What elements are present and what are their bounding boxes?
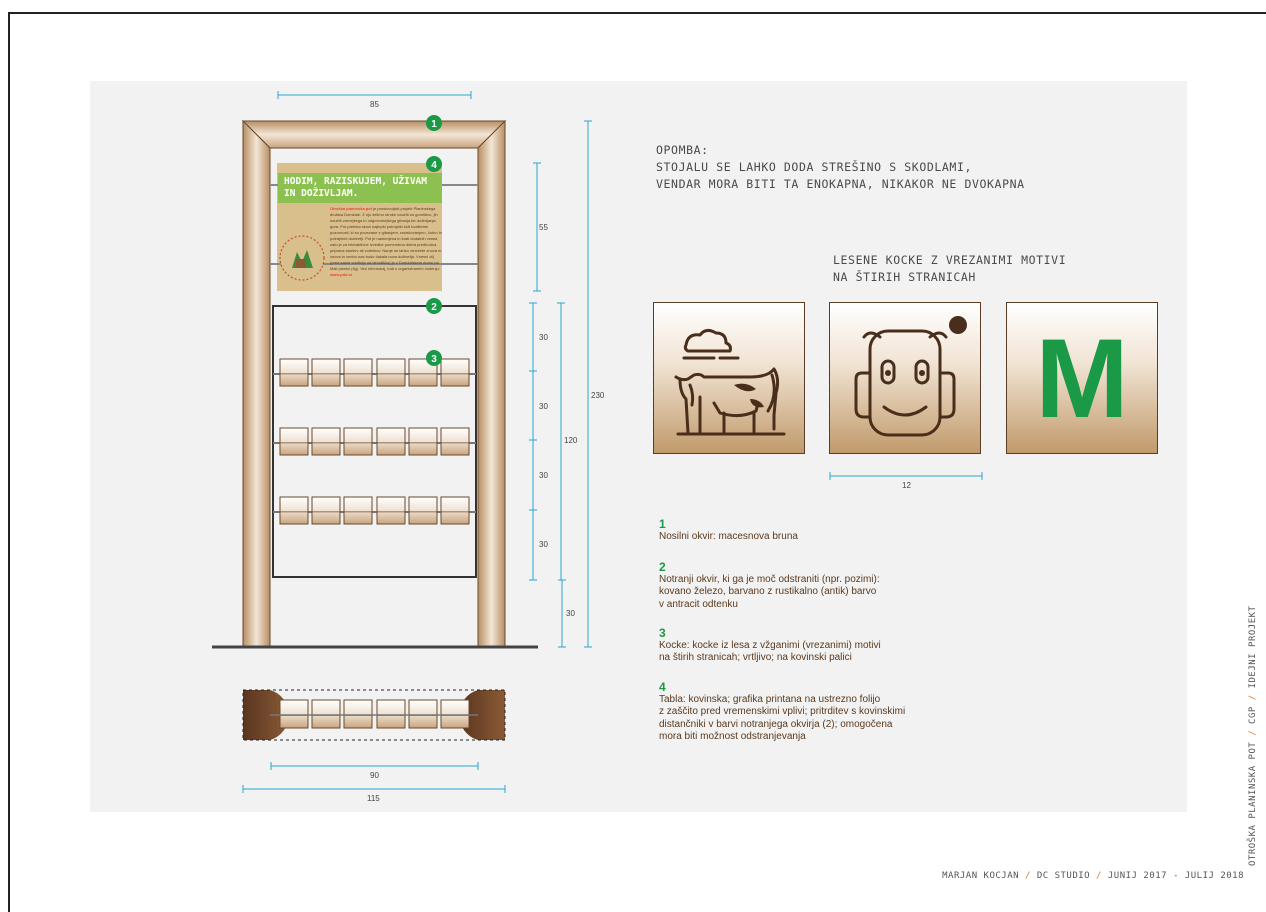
sign-highlight: Otroška planinska pot xyxy=(330,206,373,211)
legend-item-2 xyxy=(659,560,919,611)
wooden-cube xyxy=(441,497,469,524)
sign-link: www.pdd.si xyxy=(330,272,353,277)
legend-text: v antracit odtenku xyxy=(659,598,738,610)
wooden-cube xyxy=(377,497,405,524)
note-line: STOJALU SE LAHKO DODA STREŠINO S SKODLAMI, xyxy=(656,160,972,174)
vertical-project-title xyxy=(1248,606,1258,866)
plan-cube xyxy=(344,700,372,728)
wooden-cube xyxy=(377,428,405,455)
backpack-icon xyxy=(830,303,980,453)
marker-1 xyxy=(426,115,442,131)
sign-title: HODIM, RAZISKUJEM, UŽIVAM IN DOŽIVLJAM. xyxy=(278,173,442,203)
wooden-cube xyxy=(280,497,308,524)
footer-separator: / xyxy=(1096,871,1102,881)
legend-number: 4 xyxy=(659,680,666,694)
legend-number: 3 xyxy=(659,626,666,640)
marker-4 xyxy=(426,156,442,172)
marker-2 xyxy=(426,298,442,314)
project-phase: IDEJNI PROJEKT xyxy=(1248,605,1258,689)
wooden-cube xyxy=(312,359,340,386)
cube-face-cow xyxy=(653,302,805,454)
legend-item-3 xyxy=(659,626,919,665)
legend-text: Nosilni okvir: macesnova bruna xyxy=(659,531,798,542)
plan-cube xyxy=(377,700,405,728)
wooden-cube xyxy=(280,359,308,386)
svg-text:4: 4 xyxy=(431,160,437,171)
dim-plan-outer: 115 xyxy=(367,794,380,803)
legend-number: 1 xyxy=(659,517,666,531)
project-code: CGP xyxy=(1248,706,1258,724)
cube-face-backpack xyxy=(829,302,981,454)
wooden-cube xyxy=(409,497,437,524)
dim-row3: 30 xyxy=(539,471,548,480)
dim-inner-height: 120 xyxy=(564,436,578,445)
wooden-cube xyxy=(344,497,372,524)
plan-view xyxy=(243,690,505,740)
legend-text: z zaščito pred vremenskimi vplivi; pritrditev s kovinskimi xyxy=(659,706,906,718)
wooden-cube xyxy=(441,359,469,386)
legend-text: distančniki v barvi notranjega okvirja (2); omogočena xyxy=(659,718,893,730)
svg-text:3: 3 xyxy=(431,354,437,365)
title-separator: / xyxy=(1248,729,1258,736)
svg-text:1: 1 xyxy=(431,119,437,130)
legend-text: kovano železo, barvano z rustikalno (antik) barvo xyxy=(659,586,877,598)
cube-rows xyxy=(273,359,476,524)
plan-cube xyxy=(441,700,469,728)
marker-3 xyxy=(426,350,442,366)
legend-item-1 xyxy=(659,517,919,543)
footer-separator: / xyxy=(1024,871,1031,881)
dim-bottom: 30 xyxy=(566,609,575,618)
dim-plan-inner: 90 xyxy=(370,771,379,780)
project-name: OTROŠKA PLANINSKA POT xyxy=(1248,741,1258,866)
wooden-cube xyxy=(312,497,340,524)
wooden-cube xyxy=(312,428,340,455)
dim-cube-width: 12 xyxy=(902,481,911,490)
legend-text: Notranji okvir, ki ga je moč odstraniti (npr. pozimi): xyxy=(659,574,880,585)
cube-face-letter-m: M xyxy=(1006,302,1158,454)
legend-text: Kocke: kocke iz lesa z vžganimi (vrezanimi) motivi xyxy=(659,640,881,651)
footer-studio: DC STUDIO xyxy=(1036,871,1091,881)
cubes-title-line: LESENE KOCKE Z VREZANIMI MOTIVI xyxy=(833,253,1067,267)
cow-icon xyxy=(654,303,804,453)
legend-text: na štirih stranicah; vrtljivo; na kovinski palici xyxy=(659,652,852,664)
sign-badge xyxy=(280,236,324,280)
wooden-cube xyxy=(377,359,405,386)
wooden-cube xyxy=(441,428,469,455)
wooden-cube xyxy=(344,359,372,386)
dim-top-width: 85 xyxy=(370,100,379,109)
dim-total-height: 230 xyxy=(591,391,605,400)
legend-text: mora biti možnost odstranjevanja xyxy=(659,731,806,743)
dim-sign-height: 55 xyxy=(539,223,548,232)
legend-item-4 xyxy=(659,680,919,744)
wooden-cube xyxy=(409,428,437,455)
wooden-cube xyxy=(280,428,308,455)
dim-row4: 30 xyxy=(539,540,548,549)
plan-cube xyxy=(280,700,308,728)
svg-text:2: 2 xyxy=(431,302,437,313)
legend-text: Tabla: kovinska; grafika printana na ustrezno folijo xyxy=(659,694,881,705)
cubes-title-line: NA ŠTIRIH STRANICAH xyxy=(833,270,976,284)
legend-number: 2 xyxy=(659,560,666,574)
plan-cube xyxy=(409,700,437,728)
plan-cube xyxy=(312,700,340,728)
note-line: OPOMBA: xyxy=(656,143,709,157)
note-line: VENDAR MORA BITI TA ENOKAPNA, NIKAKOR NE DVOKAPNA xyxy=(656,177,1025,191)
wooden-cube xyxy=(344,428,372,455)
sign-body: je prostovoljski projekt Planinskega društva Domžale. Z njo želimo otroke naučiti za gorništvo, jih naučiti varnejšega in odgovornejšega gibanja ter doživljanja gora. Pot preteka skozi najlepši potrajniki tudi kvalitetne pozornosti, ki so povezane z gibanjem, raziskovanjem, čutno in potrajnimi doživetji. Pot je namenjena in krati dodatnih vsrsst, zato je za interaktivne izvedbe pomembna dobra predhodna priprava staršev ali vodnikov. Nanje se lahko vrnežete znova in znova in vedno nas bodo čakala nova doživetja. Vnesni cilj (pred same vrstitvijo na izhodišču) je v Domžalskem domu na Mali planini (Ilg). Več informacij, tudi o organiziranem vodenju: xyxy=(330,206,442,271)
footer-credits xyxy=(942,871,1244,881)
note-block xyxy=(656,142,1076,193)
footer-author: MARJAN KOCJAN xyxy=(942,871,1020,881)
title-separator: / xyxy=(1248,694,1258,701)
dim-row1: 30 xyxy=(539,333,548,342)
dim-row2: 30 xyxy=(539,402,548,411)
cubes-title xyxy=(833,252,1173,286)
footer-dates: JUNIJ 2017 - JULIJ 2018 xyxy=(1107,871,1244,881)
sign-body-text xyxy=(330,206,442,278)
